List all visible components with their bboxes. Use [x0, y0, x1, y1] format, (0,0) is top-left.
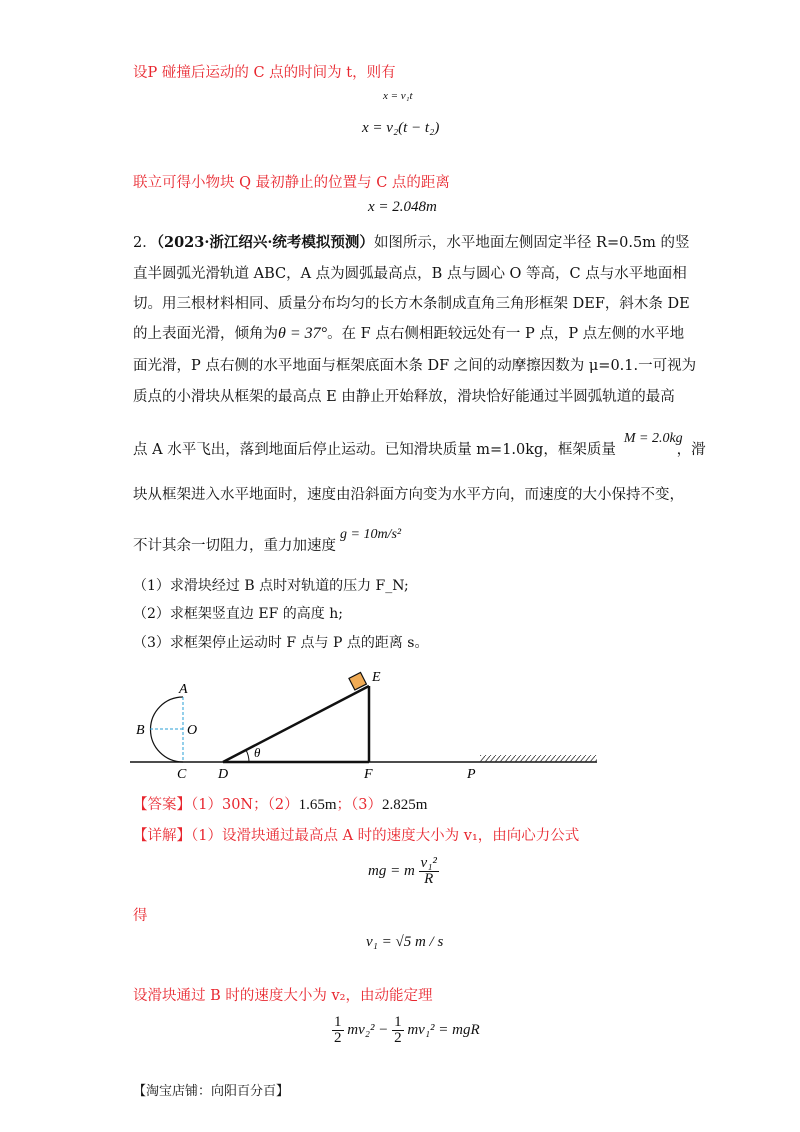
- eq6-fraction-2: [392, 1015, 404, 1046]
- physics-diagram: [125, 660, 605, 786]
- problem-line-8: 块从框架进入水平地面时，速度由沿斜面方向变为水平方向，而速度的大小保持不变，: [133, 487, 684, 503]
- detail-line-1: [133, 826, 579, 846]
- eq6-f2-num: 1: [394, 1014, 402, 1030]
- problem-line-3: 切。用三根材料相同、质量分布均匀的长方木条制成直角三角形框架 DEF，斜木条 DE: [133, 296, 690, 312]
- frame-side-de: [223, 686, 369, 762]
- label-P: P: [467, 767, 476, 782]
- eq6-f2-den: 2: [394, 1030, 402, 1046]
- answer-part-1: （1）30N；（2）: [191, 797, 299, 813]
- question-1: （1）求滑块经过 B 点时对轨道的压力 F_N;: [133, 578, 409, 594]
- label-D: D: [218, 767, 229, 782]
- eq4-denominator: R: [424, 871, 434, 887]
- answer-line: [133, 795, 427, 815]
- eq4-left: mg = m: [368, 863, 415, 879]
- answer-part-4: 2.825m: [382, 797, 428, 813]
- detail-line-2: 设滑块通过 B 时的速度大小为 v₂，由动能定理: [133, 988, 433, 1004]
- ground-hatch: [480, 755, 597, 762]
- theta-equation: θ = 37°: [278, 325, 328, 342]
- label-E: E: [372, 670, 381, 685]
- answer-part-2: 1.65m: [298, 797, 337, 813]
- eq4-numerator: v₁²: [420, 855, 437, 871]
- footer-shop: 【淘宝店铺：向阳百分百】: [133, 1084, 290, 1099]
- problem-number: 2．: [133, 235, 157, 251]
- problem-text-7b: ，滑: [676, 442, 706, 458]
- solution-line-2: 联立可得小物块 Q 最初静止的位置与 C 点的距离: [133, 175, 450, 191]
- problem-text-7a: 点 A 水平飞出，落到地面后停止运动。已知滑块质量 m=1.0kg，框架质量: [133, 442, 616, 458]
- problem-line-2: 直半圆弧光滑轨道 ABC，A 点为圆弧最高点，B 点与圆心 O 等高，C 点与水平地面相: [133, 266, 687, 282]
- label-A: A: [179, 682, 188, 697]
- eq6-f1-den: 2: [334, 1030, 342, 1046]
- question-3: （3）求框架停止运动时 F 点与 P 点的距离 s。: [133, 635, 429, 651]
- equation-energy: [332, 1015, 480, 1046]
- eq6-middle: mv₂² −: [347, 1022, 389, 1038]
- problem-line-9: [133, 527, 653, 555]
- equation-x-result: x = 2.048m: [368, 199, 437, 215]
- label-O: O: [187, 723, 198, 738]
- problem-source: （2023·浙江绍兴·统考模拟预测）: [156, 234, 374, 251]
- solution-line-1: 设P 碰撞后运动的 C 点的时间为 t，则有: [133, 65, 396, 81]
- problem-line-1: [133, 231, 690, 252]
- problem-line-7: [133, 431, 706, 459]
- angle-arc: [246, 750, 249, 762]
- label-theta: θ: [254, 745, 261, 760]
- equation-x-v1t: x = v₁t: [383, 90, 413, 102]
- eq6-f1-num: 1: [334, 1014, 342, 1030]
- eq6-fraction-1: [332, 1015, 344, 1046]
- detail-de: 得: [133, 908, 148, 924]
- label-F: F: [364, 767, 373, 782]
- label-C: C: [177, 767, 187, 782]
- detail-tag: 【详解】: [133, 828, 191, 844]
- eq4-fraction: [419, 856, 439, 887]
- answer-tag: 【答案】: [133, 797, 191, 813]
- detail-text-1: （1）设滑块通过最高点 A 时的速度大小为 v₁，由向心力公式: [191, 828, 580, 844]
- equation-x-v2: x = v₂(t − t₂): [362, 120, 440, 136]
- problem-text-4b: 。在 F 点右侧相距较远处有一 P 点，P 点左侧的水平地: [327, 326, 685, 342]
- answer-part-3: ；（3）: [336, 797, 382, 813]
- equation-v1: v₁ = √5 m / s: [366, 934, 444, 950]
- gravity-equation: g = 10m/s²: [340, 527, 402, 542]
- problem-text-9a: 不计其余一切阻力，重力加速度: [133, 538, 336, 554]
- problem-line-6: 质点的小滑块从框架的最高点 E 由静止开始释放，滑块恰好能通过半圆弧轨道的最高: [133, 389, 675, 405]
- problem-text-4a: 的上表面光滑，倾角为: [133, 326, 278, 342]
- label-B: B: [136, 723, 145, 738]
- question-2: （2）求框架竖直边 EF 的高度 h;: [133, 606, 343, 622]
- problem-line-4: [133, 322, 685, 343]
- problem-line-5: 面光滑，P 点右侧的水平地面与框架底面木条 DF 之间的动摩擦因数为 μ=0.1.一可视为: [133, 358, 697, 374]
- problem-text-1: 如图所示，水平地面左侧固定半径 R=0.5m 的竖: [373, 235, 690, 251]
- equation-centripetal: [368, 856, 439, 887]
- eq6-right: mv₁² = mgR: [407, 1022, 480, 1038]
- mass-equation: M = 2.0kg: [623, 431, 683, 446]
